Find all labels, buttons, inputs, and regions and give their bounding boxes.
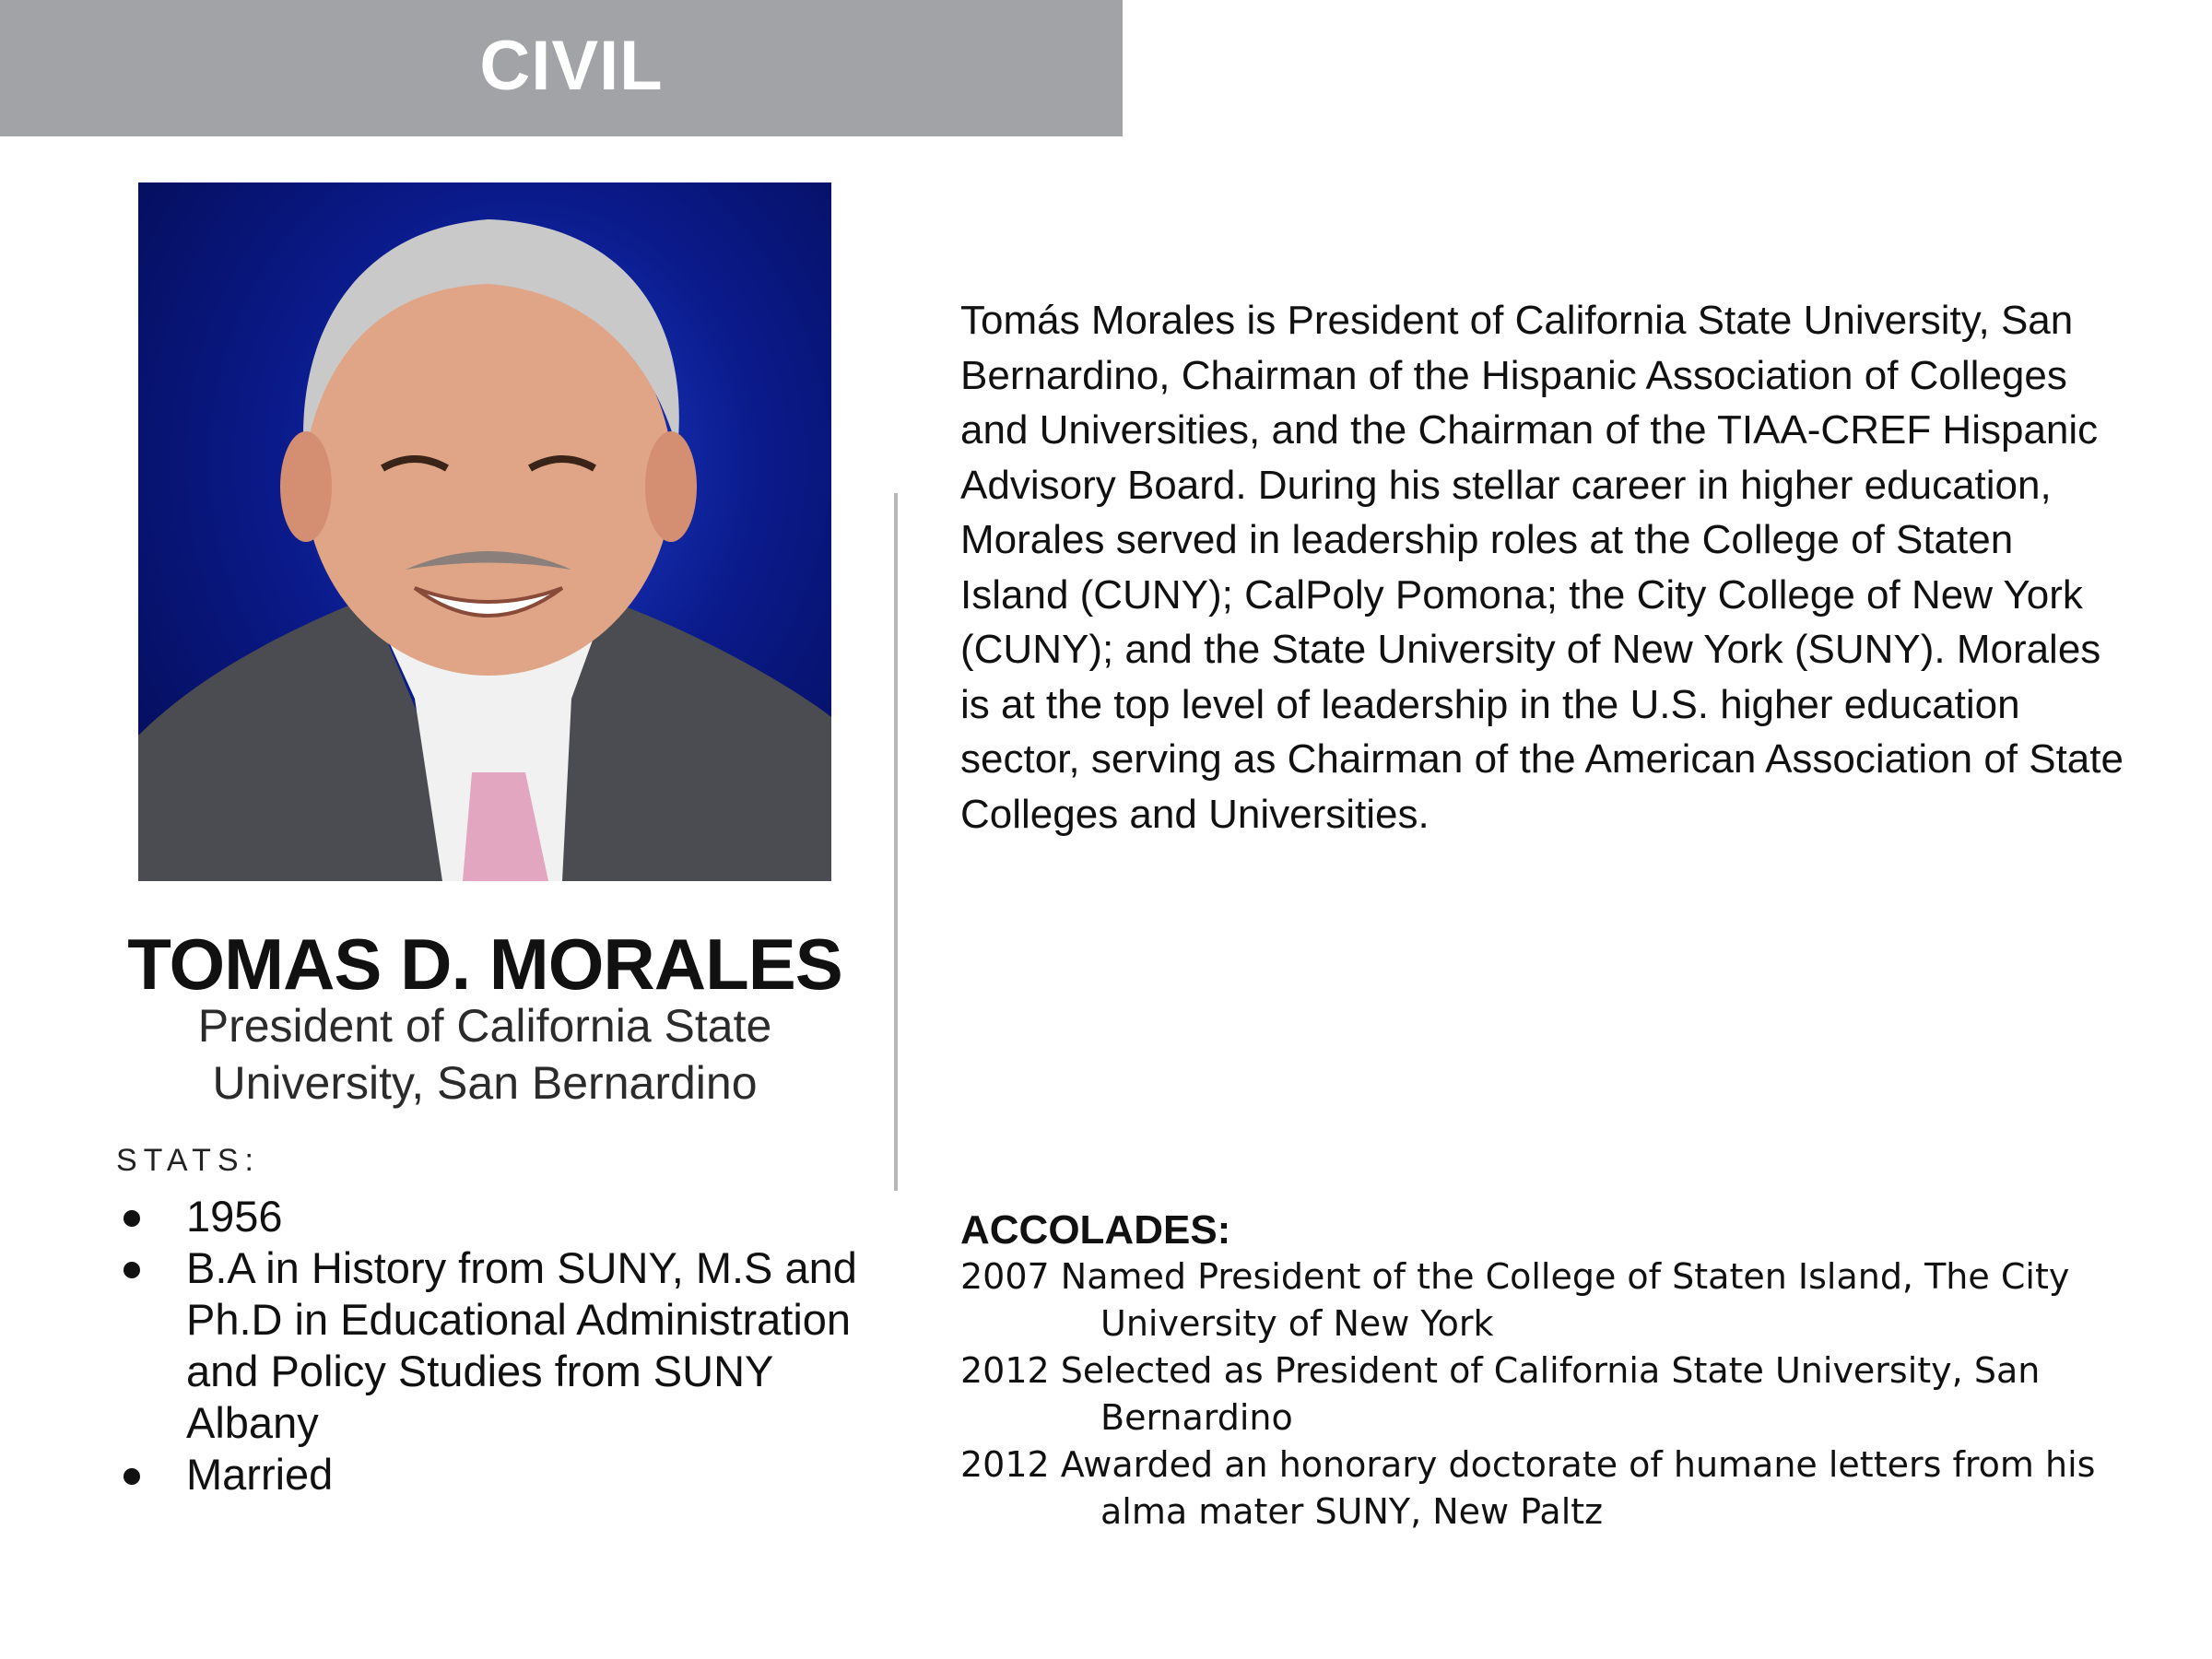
vertical-divider — [894, 493, 898, 1191]
stats-item-text: B.A in History from SUNY, M.S and Ph.D in Educational Administration and Policy Studies from SUNY Albany — [186, 1243, 857, 1447]
bullet-icon — [124, 1468, 140, 1485]
bullet-icon — [124, 1210, 140, 1227]
accolade-item: 2012 Awarded an honorary doctorate of humane letters from his alma mater SUNY, New Paltz — [960, 1444, 2096, 1532]
person-title-line-2: University, San Bernardino — [212, 1057, 758, 1109]
stats-item-text: Married — [186, 1450, 334, 1499]
stats-item — [116, 1449, 881, 1500]
accolades-list — [960, 1253, 2149, 1535]
person-title — [129, 997, 841, 1112]
accolade-item: 2007 Named President of the College of Staten Island, The City University of New York — [960, 1256, 2070, 1344]
accolades-heading: ACCOLADES: — [960, 1207, 1231, 1253]
stats-list — [116, 1191, 881, 1500]
person-title-line-1: President of California State — [197, 1000, 772, 1052]
stats-label: STATS: — [116, 1143, 260, 1178]
portrait-illustration — [138, 182, 831, 881]
bullet-icon — [124, 1262, 140, 1278]
stats-item — [116, 1242, 881, 1449]
accolade-item: 2012 Selected as President of California State University, San Bernardino — [960, 1350, 2041, 1438]
stats-item-text: 1956 — [186, 1192, 283, 1241]
portrait-photo — [138, 182, 831, 881]
biography-text: Tomás Morales is President of California State University, San Bernardino, Chairman of the Hispanic Association of Colleges and Universities, and the Chairman of the TIAA-CREF Hispanic Advisory Board. During his stellar career in higher education, Morales served in leadership roles at the College of Staten Island (CUNY); CalPoly Pomona; the City College of New York (CUNY); and the State University of New York (SUNY). Morales is at the top level of leadership in the U.S. higher education sector, serving as Chairman of the American Association of State Colleges and Universities. — [960, 298, 2124, 837]
stats-item — [116, 1191, 881, 1242]
person-name: TOMAS D. MORALES — [127, 924, 842, 1005]
category-title: CIVIL — [479, 27, 664, 105]
